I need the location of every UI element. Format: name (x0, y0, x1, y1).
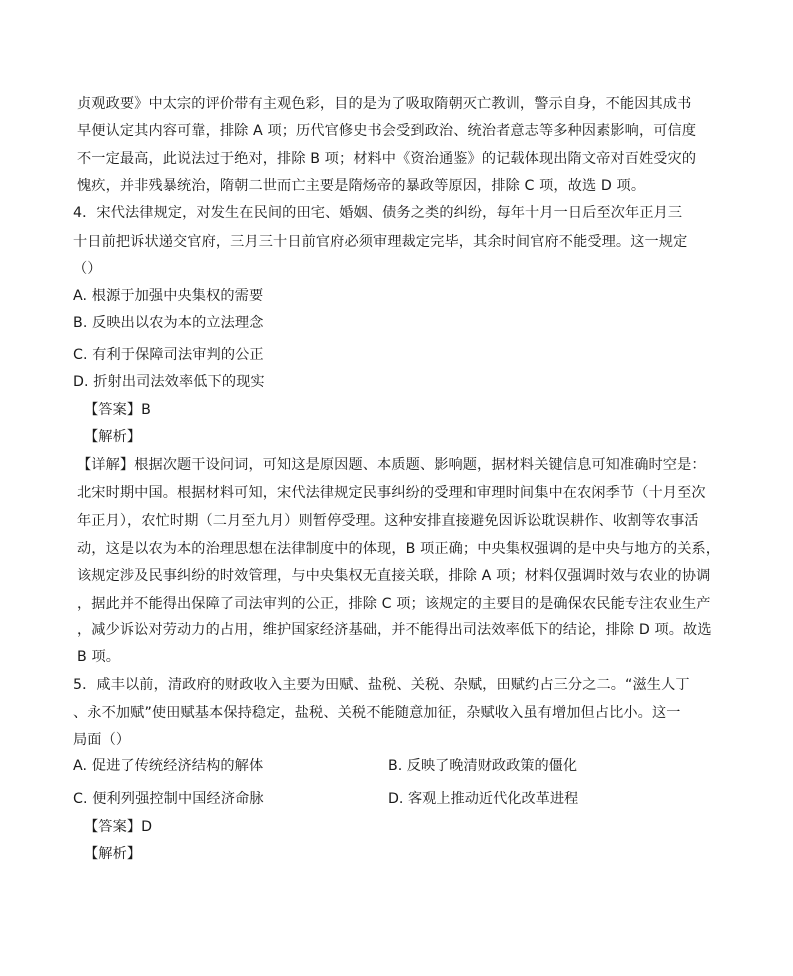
q3-explain-line-3: 不一定最高，此说法过于绝对，排除 B 项；材料中《资治通鉴》的记载体现出隋文帝对百姓受灾的 (77, 151, 697, 167)
q4-stem-line-1: 4．宋代法律规定，对发生在民间的田宅、婚姻、债务之类的纠纷，每年十月一日后至次年正月三 (73, 205, 683, 221)
q3-explain-line-1: 贞观政要》中太宗的评价带有主观色彩，目的是为了吸取隋朝灭亡教训，警示自身，不能因其成书 (77, 96, 692, 112)
q5-option-c: C. 便利列强控制中国经济命脉 (73, 791, 264, 807)
q4-option-b: B. 反映出以农为本的立法理念 (73, 315, 264, 331)
q4-analysis-label: 【解析】 (84, 429, 142, 445)
q3-explain-line-2: 早便认定其内容可靠，排除 A 项；历代官修史书会受到政治、统治者意志等多种因素影响，可信度 (77, 123, 697, 139)
q4-detail-line-2: 北宋时期中国。根据材料可知，宋代法律规定民事纠纷的受理和审理时间集中在农闲季节（十月至次 (77, 485, 706, 501)
q4-detail-line-6: ，据此并不能得出保障了司法审判的公正，排除 C 项；该规定的主要目的是确保农民能专注农业生产 (77, 596, 711, 612)
q5-analysis-label: 【解析】 (84, 846, 142, 862)
q4-detail-line-1: 【详解】根据次题干设问词，可知这是原因题、本质题、影响题，据材料关键信息可知准确时空是： (77, 457, 706, 473)
q4-stem-line-2: 十日前把诉状递交官府，三月三十日前官府必须审理裁定完毕，其余时间官府不能受理。这一规定 (73, 234, 688, 250)
q4-detail-line-7: ，减少诉讼对劳动力的占用，维护国家经济基础，并不能得出司法效率低下的结论，排除 D 项。故选 (77, 622, 712, 638)
q4-stem-line-3: （） (73, 261, 102, 277)
q5-stem-line-3: 局面（） (73, 732, 131, 748)
q4-option-d: D. 折射出司法效率低下的现实 (73, 374, 265, 390)
q4-detail-line-8: B 项。 (77, 649, 121, 665)
q4-detail-line-3: 年正月），农忙时期（二月至九月）则暂停受理。这种安排直接避免因诉讼耽误耕作、收割等农事活 (77, 513, 699, 529)
q5-stem-line-1: 5．咸丰以前，清政府的财政收入主要为田赋、盐税、关税、杂赋，田赋约占三分之二。“滋生人丁 (73, 677, 690, 693)
q5-option-a: A. 促进了传统经济结构的解体 (73, 758, 264, 774)
q4-detail-line-4: 动，这是以农为本的治理思想在法律制度中的体现，B 项正确；中央集权强调的是中央与地方的关系， (77, 541, 721, 557)
q4-detail-line-5: 该规定涉及民事纠纷的时效管理，与中央集权无直接关联，排除 A 项；材料仅强调时效与农业的协调 (77, 568, 711, 584)
q5-answer-label: 【答案】D (84, 819, 153, 835)
q5-option-d: D. 客观上推动近代化改革进程 (388, 791, 579, 807)
q3-explain-line-4: 愧疚，并非残暴统治，隋朝二世而亡主要是隋炀帝的暴政等原因，排除 C 项，故选 D 项。 (77, 178, 646, 194)
q4-option-a: A. 根源于加强中央集权的需要 (73, 288, 264, 304)
q5-option-b: B. 反映了晚清财政政策的僵化 (388, 758, 578, 774)
q4-answer-label: 【答案】B (84, 402, 151, 418)
q4-option-c: C. 有利于保障司法审判的公正 (73, 347, 264, 363)
q5-stem-line-2: 、永不加赋”使田赋基本保持稳定，盐税、关税不能随意加征，杂赋收入虽有增加但占比小。这一 (73, 705, 681, 721)
